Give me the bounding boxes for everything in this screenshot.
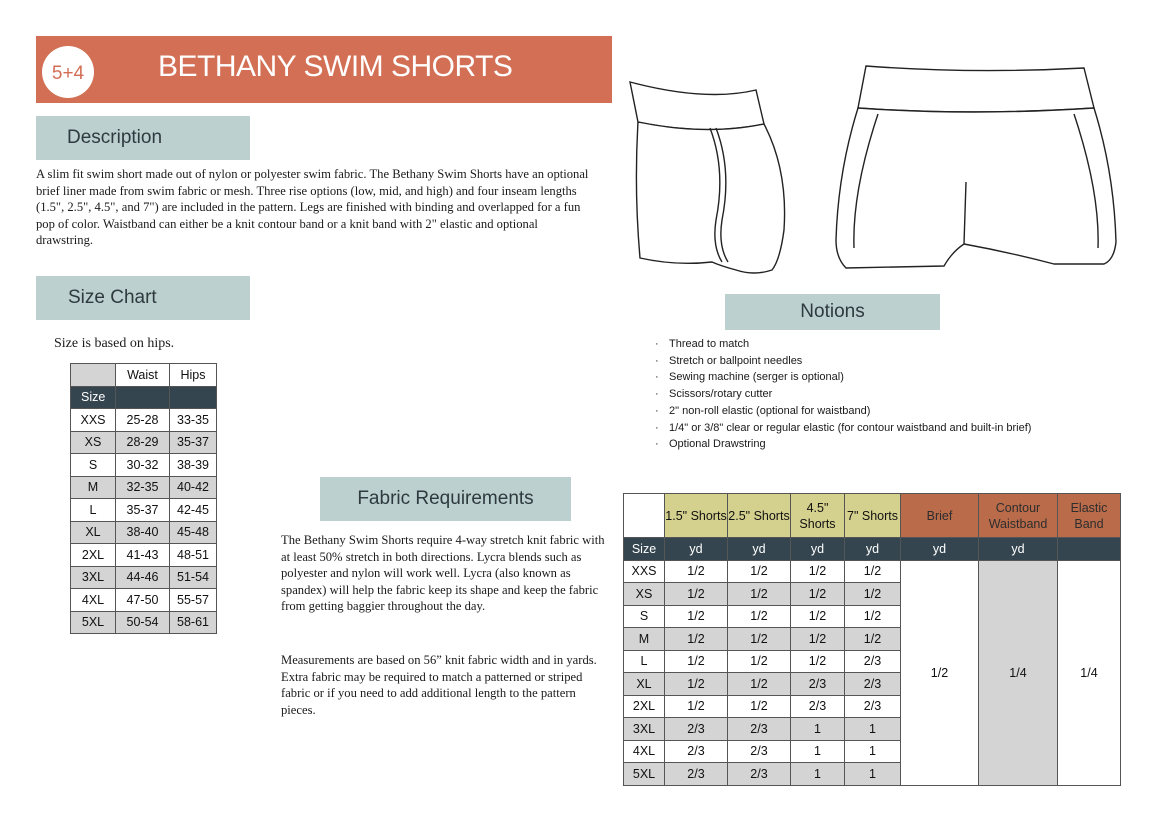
yardage-cell: 2/3 bbox=[728, 763, 791, 786]
page-title: BETHANY SWIM SHORTS bbox=[158, 50, 513, 83]
hips-cell: 33-35 bbox=[170, 409, 217, 432]
yardage-cell: 2/3 bbox=[665, 763, 728, 786]
table-subheader-row bbox=[624, 538, 1121, 561]
table-header-cell: Elastic Band bbox=[1058, 494, 1121, 538]
size-cell: 3XL bbox=[71, 566, 116, 589]
yardage-cell: 2/3 bbox=[665, 718, 728, 741]
table-row bbox=[71, 476, 217, 499]
table-header-cell: Hips bbox=[170, 364, 217, 387]
yardage-cell: 1/2 bbox=[665, 695, 728, 718]
size-chart-table bbox=[70, 363, 217, 634]
table-header-row bbox=[71, 364, 217, 387]
size-cell: XS bbox=[71, 431, 116, 454]
yardage-cell: 1 bbox=[791, 718, 845, 741]
table-row bbox=[71, 521, 217, 544]
notion-item: · 2" non-roll elastic (optional for waistband) bbox=[655, 403, 1065, 420]
svg-text:5+4: 5+4 bbox=[51, 63, 85, 84]
size-cell: 4XL bbox=[624, 740, 665, 763]
table-row bbox=[71, 454, 217, 477]
size-cell: 5XL bbox=[71, 611, 116, 634]
table-header-cell: Contour Waistband bbox=[979, 494, 1058, 538]
brand-logo bbox=[42, 46, 94, 98]
size-cell: L bbox=[71, 499, 116, 522]
yardage-cell: 1/2 bbox=[665, 650, 728, 673]
fabric-paragraph: Measurements are based on 56” knit fabric width and in yards. Extra fabric may be required to match a patterned or striped fabric or if you need to add additional length to the pattern pieces. bbox=[281, 653, 597, 717]
size-cell: 2XL bbox=[71, 544, 116, 567]
table-header-cell: 2.5" Shorts bbox=[728, 494, 791, 538]
notion-item: · Stretch or ballpoint needles bbox=[655, 353, 1065, 370]
waist-cell: 38-40 bbox=[116, 521, 170, 544]
waist-cell: 35-37 bbox=[116, 499, 170, 522]
table-header-cell: Brief bbox=[901, 494, 979, 538]
yardage-cell: 1/2 bbox=[791, 583, 845, 606]
yardage-cell: 1/2 bbox=[665, 673, 728, 696]
size-chart-heading: Size Chart bbox=[36, 276, 250, 320]
yardage-cell: 1/2 bbox=[845, 605, 901, 628]
hips-cell: 51-54 bbox=[170, 566, 217, 589]
yardage-cell: 1 bbox=[845, 718, 901, 741]
unit-label: yd bbox=[979, 538, 1058, 561]
yardage-cell: 1 bbox=[791, 740, 845, 763]
yardage-cell: 1/2 bbox=[791, 628, 845, 651]
table-row bbox=[71, 589, 217, 612]
size-cell: XS bbox=[624, 583, 665, 606]
yardage-cell: 1/2 bbox=[845, 560, 901, 583]
yardage-cell: 2/3 bbox=[791, 673, 845, 696]
size-cell: S bbox=[624, 605, 665, 628]
size-cell: M bbox=[71, 476, 116, 499]
yardage-cell: 1 bbox=[845, 740, 901, 763]
size-cell: L bbox=[624, 650, 665, 673]
size-label: Size bbox=[624, 538, 665, 561]
hips-cell: 40-42 bbox=[170, 476, 217, 499]
shorts-side-view-illustration bbox=[626, 70, 794, 282]
yardage-cell: 2/3 bbox=[665, 740, 728, 763]
table-header-cell: 4.5" Shorts bbox=[791, 494, 845, 538]
waist-cell: 30-32 bbox=[116, 454, 170, 477]
table-row bbox=[624, 560, 1121, 583]
unit-label: yd bbox=[901, 538, 979, 561]
size-cell: 3XL bbox=[624, 718, 665, 741]
table-row bbox=[71, 611, 217, 634]
size-cell: 4XL bbox=[71, 589, 116, 612]
table-subheader-row bbox=[71, 386, 217, 409]
fabric-requirements-heading: Fabric Requirements bbox=[320, 477, 571, 521]
table-header-row bbox=[624, 494, 1121, 538]
yardage-cell: 1/2 bbox=[791, 605, 845, 628]
size-cell: M bbox=[624, 628, 665, 651]
yardage-cell: 1/2 bbox=[665, 628, 728, 651]
yardage-cell: 2/3 bbox=[845, 695, 901, 718]
waist-cell: 44-46 bbox=[116, 566, 170, 589]
hips-cell: 38-39 bbox=[170, 454, 217, 477]
notion-item: · Sewing machine (serger is optional) bbox=[655, 369, 1065, 386]
notions-list bbox=[655, 336, 1065, 453]
hips-cell: 42-45 bbox=[170, 499, 217, 522]
waist-cell: 28-29 bbox=[116, 431, 170, 454]
size-label: Size bbox=[71, 386, 116, 409]
yardage-cell: 1/2 bbox=[665, 583, 728, 606]
fabric-requirements-table bbox=[623, 493, 1121, 786]
table-row bbox=[71, 409, 217, 432]
brief-yardage-cell: 1/2 bbox=[901, 560, 979, 785]
yardage-cell: 1/2 bbox=[845, 628, 901, 651]
shorts-front-view-illustration bbox=[832, 62, 1120, 274]
contour-yardage-cell: 1/4 bbox=[979, 560, 1058, 785]
yardage-cell: 1/2 bbox=[728, 695, 791, 718]
yardage-cell: 1/2 bbox=[728, 605, 791, 628]
yardage-cell: 2/3 bbox=[791, 695, 845, 718]
size-cell: XXS bbox=[71, 409, 116, 432]
yardage-cell: 1 bbox=[845, 763, 901, 786]
table-header-cell: 7" Shorts bbox=[845, 494, 901, 538]
table-row bbox=[71, 499, 217, 522]
notion-item: · 1/4" or 3/8" clear or regular elastic (for contour waistband and built-in brief) bbox=[655, 420, 1065, 437]
size-cell: 5XL bbox=[624, 763, 665, 786]
unit-label: yd bbox=[845, 538, 901, 561]
waist-cell: 32-35 bbox=[116, 476, 170, 499]
yardage-cell: 2/3 bbox=[845, 673, 901, 696]
size-cell: XL bbox=[624, 673, 665, 696]
size-cell: XXS bbox=[624, 560, 665, 583]
table-row bbox=[71, 566, 217, 589]
yardage-cell: 1/2 bbox=[728, 583, 791, 606]
size-cell: S bbox=[71, 454, 116, 477]
hips-cell: 45-48 bbox=[170, 521, 217, 544]
yardage-cell: 1/2 bbox=[728, 560, 791, 583]
hips-cell: 48-51 bbox=[170, 544, 217, 567]
waist-cell: 41-43 bbox=[116, 544, 170, 567]
yardage-cell: 2/3 bbox=[728, 718, 791, 741]
notion-item: · Scissors/rotary cutter bbox=[655, 386, 1065, 403]
hips-cell: 35-37 bbox=[170, 431, 217, 454]
table-header-cell bbox=[71, 364, 116, 387]
notion-item: · Thread to match bbox=[655, 336, 1065, 353]
yardage-cell: 1/2 bbox=[665, 605, 728, 628]
description-heading: Description bbox=[36, 116, 250, 160]
description-text: A slim fit swim short made out of nylon or polyester swim fabric. The Bethany Swim Shorts have an optional brief liner made from swim fabric or mesh. Three rise options (low, mid, and high) and four inseam lengths (1.5", 2.5", 4.5", and 7") are included in the pattern. Legs are finished with binding and overlapped for a fun pop of color. Waistband can either be a knit contour band or a knit band with 2" elastic and optional drawstring. bbox=[36, 167, 589, 247]
elastic-yardage-cell: 1/4 bbox=[1058, 560, 1121, 785]
waist-cell: 25-28 bbox=[116, 409, 170, 432]
size-chart-note: Size is based on hips. bbox=[54, 336, 175, 351]
yardage-cell: 1/2 bbox=[665, 560, 728, 583]
yardage-cell: 1/2 bbox=[728, 673, 791, 696]
table-row bbox=[71, 431, 217, 454]
hips-cell: 58-61 bbox=[170, 611, 217, 634]
table-header-cell: 1.5" Shorts bbox=[665, 494, 728, 538]
notion-item: · Optional Drawstring bbox=[655, 436, 1065, 453]
yardage-cell: 1/2 bbox=[845, 583, 901, 606]
yardage-cell: 1/2 bbox=[791, 650, 845, 673]
yardage-cell: 1 bbox=[791, 763, 845, 786]
yardage-cell: 2/3 bbox=[728, 740, 791, 763]
unit-label: yd bbox=[665, 538, 728, 561]
hips-cell: 55-57 bbox=[170, 589, 217, 612]
waist-cell: 50-54 bbox=[116, 611, 170, 634]
table-header-cell: Waist bbox=[116, 364, 170, 387]
yardage-cell: 1/2 bbox=[728, 628, 791, 651]
waist-cell: 47-50 bbox=[116, 589, 170, 612]
unit-label: yd bbox=[791, 538, 845, 561]
table-row bbox=[71, 544, 217, 567]
size-cell: XL bbox=[71, 521, 116, 544]
size-cell: 2XL bbox=[624, 695, 665, 718]
fabric-paragraph: The Bethany Swim Shorts require 4-way stretch knit fabric with at least 50% stretch in both directions. Lycra blends such as polyester and nylon will work well. Lycra (also known as spandex) will help the fabric keep its shape and keep the fabric from getting baggier throughout the day. bbox=[281, 533, 605, 613]
yardage-cell: 1/2 bbox=[791, 560, 845, 583]
yardage-cell: 1/2 bbox=[728, 650, 791, 673]
notions-heading: Notions bbox=[725, 294, 940, 330]
unit-label: yd bbox=[728, 538, 791, 561]
yardage-cell: 2/3 bbox=[845, 650, 901, 673]
